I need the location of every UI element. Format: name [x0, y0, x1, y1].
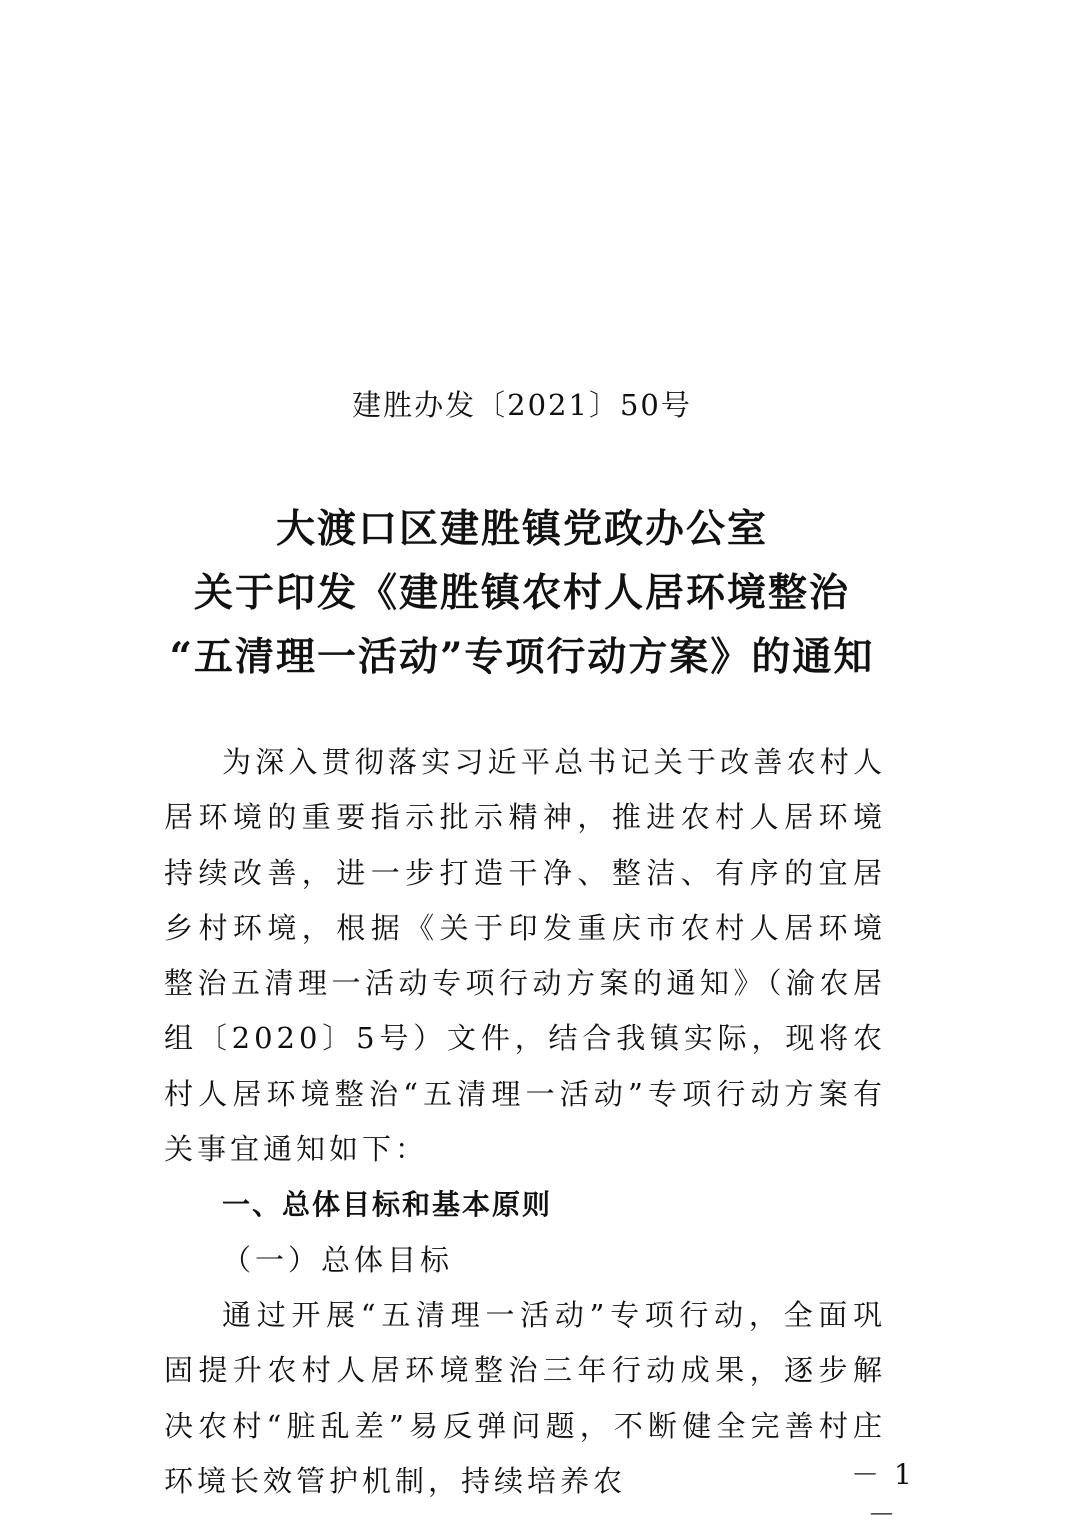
goal-paragraph: 通过开展“五清理一活动”专项行动，全面巩固提升农村人居环境整治三年行动成果，逐步解决农村“脏乱差”易反弹问题，不断健全完善村庄环境长效管护机制，持续培养农	[164, 1297, 886, 1498]
title-line-1: 大渡口区建胜镇党政办公室	[275, 506, 768, 552]
page-number: － 1 －	[851, 1458, 915, 1531]
intro-paragraph: 为深入贯彻落实习近平总书记关于改善农村人居环境的重要指示批示精神，推进农村人居环境持续改善，进一步打造干净、整洁、有序的宜居乡村环境，根据《关于印发重庆市农村人居环境整治五清理一活动专项行动方案的通知》（渝农居组〔2020〕5号）文件，结合我镇实际，现将农村人居环境整治“五清理一活动”专项行动方案有关事宜通知如下：	[164, 745, 886, 1167]
subsection-heading-overall-goal: （一）总体目标	[222, 1242, 454, 1277]
section-heading-overall-goals: 一、总体目标和基本原则	[222, 1188, 553, 1222]
document-title	[0, 497, 1044, 689]
title-line-2: 关于印发《建胜镇农村人居环境整治	[193, 570, 850, 616]
title-line-3: “五清理一活动”专项行动方案》的通知	[169, 634, 875, 680]
document-body	[164, 735, 886, 1509]
document-number: 建胜办发〔2021〕50号	[352, 388, 692, 422]
